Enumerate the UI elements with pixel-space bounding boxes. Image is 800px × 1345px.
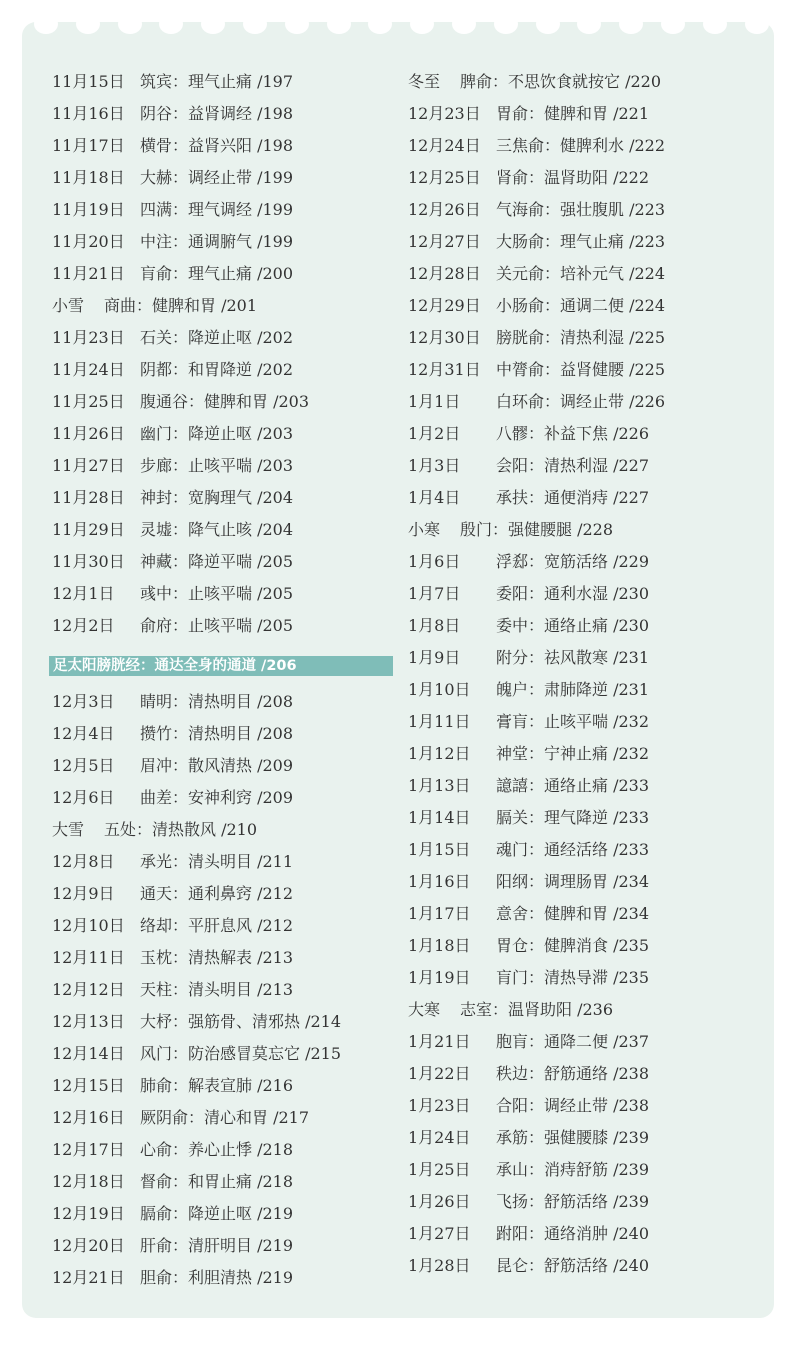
acupoint-entry: 神藏：降逆平喘 /205 xyxy=(140,552,294,571)
acupoint-entry: 昆仑：舒筋活络 /240 xyxy=(496,1256,650,1275)
date-label: 12月12日 xyxy=(52,980,125,999)
acupoint-entry: 关元俞：培补元气 /224 xyxy=(496,264,666,283)
acupoint-entry: 秩边：舒筋通络 /238 xyxy=(496,1064,650,1083)
acupoint-entry: 胃俞：健脾和胃 /221 xyxy=(496,104,650,123)
solar-term-label: 小寒 xyxy=(408,520,441,539)
solar-term-row xyxy=(408,514,758,546)
acupoint-entry: 大赫：调经止带 /199 xyxy=(140,168,294,187)
date-label: 12月18日 xyxy=(52,1172,125,1191)
acupoint-entry: 阴谷：益肾调经 /198 xyxy=(140,104,294,123)
calendar-row xyxy=(408,546,758,578)
calendar-row xyxy=(408,898,758,930)
solar-term-label: 大雪 xyxy=(52,820,85,839)
date-label: 11月16日 xyxy=(52,104,125,123)
acupoint-entry: 胆俞：利胆清热 /219 xyxy=(140,1268,294,1287)
date-label: 12月29日 xyxy=(408,296,481,315)
binding-hole xyxy=(76,14,100,34)
acupoint-entry: 神封：宽胸理气 /204 xyxy=(140,488,294,507)
calendar-row xyxy=(408,354,758,386)
calendar-row xyxy=(52,1006,392,1038)
acupoint-entry: 眉冲：散风清热 /209 xyxy=(140,756,294,775)
acupoint-entry: 飞扬：舒筋活络 /239 xyxy=(496,1192,650,1211)
calendar-row xyxy=(408,706,758,738)
date-label: 1月13日 xyxy=(408,776,471,795)
acupoint-entry: 曲差：安神利窍 /209 xyxy=(140,788,294,807)
solar-term-label: 冬至 xyxy=(408,72,441,91)
notebook-binding-holes xyxy=(22,14,774,34)
date-label: 1月8日 xyxy=(408,616,461,635)
calendar-row xyxy=(52,1102,392,1134)
date-label: 1月6日 xyxy=(408,552,461,571)
acupoint-entry: 筑宾：理气止痛 /197 xyxy=(140,72,294,91)
solar-term-row xyxy=(408,994,758,1026)
date-label: 1月4日 xyxy=(408,488,461,507)
binding-hole xyxy=(34,14,58,34)
date-label: 1月22日 xyxy=(408,1064,471,1083)
calendar-row xyxy=(408,194,758,226)
calendar-row xyxy=(408,226,758,258)
calendar-row xyxy=(52,226,392,258)
date-label: 1月14日 xyxy=(408,808,471,827)
date-label: 1月27日 xyxy=(408,1224,471,1243)
date-label: 12月25日 xyxy=(408,168,481,187)
date-label: 1月10日 xyxy=(408,680,471,699)
solar-term-row xyxy=(52,290,392,322)
calendar-row xyxy=(52,610,392,642)
calendar-row xyxy=(408,322,758,354)
calendar-row xyxy=(408,1026,758,1058)
date-label: 1月19日 xyxy=(408,968,471,987)
calendar-row xyxy=(52,322,392,354)
calendar-row xyxy=(408,962,758,994)
calendar-row xyxy=(408,258,758,290)
acupoint-entry: 小肠俞：通调二便 /224 xyxy=(496,296,666,315)
binding-hole xyxy=(410,14,434,34)
acupoint-entry: 浮郄：宽筋活络 /229 xyxy=(496,552,650,571)
date-label: 11月26日 xyxy=(52,424,125,443)
calendar-row xyxy=(408,1218,758,1250)
calendar-row xyxy=(52,98,392,130)
date-label: 1月23日 xyxy=(408,1096,471,1115)
acupoint-entry: 神堂：宁神止痛 /232 xyxy=(496,744,650,763)
acupoint-entry: 络却：平肝息风 /212 xyxy=(140,916,294,935)
calendar-row xyxy=(408,450,758,482)
calendar-row xyxy=(52,910,392,942)
date-label: 12月19日 xyxy=(52,1204,125,1223)
date-label: 1月7日 xyxy=(408,584,461,603)
acupoint-entry: 膈关：理气降逆 /233 xyxy=(496,808,650,827)
calendar-row xyxy=(52,1166,392,1198)
calendar-row xyxy=(408,930,758,962)
date-label: 11月25日 xyxy=(52,392,125,411)
calendar-row xyxy=(408,610,758,642)
acupoint-entry: 肺俞：解表宣肺 /216 xyxy=(140,1076,294,1095)
acupoint-entry: 肓俞：理气止痛 /200 xyxy=(140,264,294,283)
acupoint-entry: 大肠俞：理气止痛 /223 xyxy=(496,232,666,251)
date-label: 11月20日 xyxy=(52,232,125,251)
calendar-row xyxy=(52,1198,392,1230)
acupoint-entry: 中注：通调腑气 /199 xyxy=(140,232,294,251)
acupoint-entry: 肓门：清热导滞 /235 xyxy=(496,968,650,987)
calendar-row xyxy=(52,162,392,194)
acupoint-entry: 膀胱俞：清热利湿 /225 xyxy=(496,328,666,347)
date-label: 1月15日 xyxy=(408,840,471,859)
binding-hole xyxy=(159,14,183,34)
calendar-row xyxy=(52,354,392,386)
acupoint-entry: 胞肓：通降二便 /237 xyxy=(496,1032,650,1051)
acupoint-entry: 彧中：止咳平喘 /205 xyxy=(140,584,294,603)
calendar-row xyxy=(408,866,758,898)
calendar-row xyxy=(408,578,758,610)
date-label: 1月25日 xyxy=(408,1160,471,1179)
acupoint-entry: 委阳：通利水湿 /230 xyxy=(496,584,650,603)
calendar-row xyxy=(52,482,392,514)
date-label: 1月3日 xyxy=(408,456,461,475)
calendar-row xyxy=(52,546,392,578)
binding-hole xyxy=(118,14,142,34)
acupoint-entry: 腹通谷：健脾和胃 /203 xyxy=(140,392,310,411)
date-label: 12月16日 xyxy=(52,1108,125,1127)
calendar-row xyxy=(52,686,392,718)
binding-hole xyxy=(619,14,643,34)
acupoint-entry: 会阳：清热利湿 /227 xyxy=(496,456,650,475)
acupoint-entry: 五处：清热散风 /210 xyxy=(104,820,258,839)
calendar-row xyxy=(52,1038,392,1070)
date-label: 12月8日 xyxy=(52,852,115,871)
calendar-row xyxy=(52,1230,392,1262)
calendar-row xyxy=(52,578,392,610)
acupoint-entry: 膈俞：降逆止呕 /219 xyxy=(140,1204,294,1223)
acupoint-entry: 譩譆：通络止痛 /233 xyxy=(496,776,650,795)
date-label: 1月11日 xyxy=(408,712,471,731)
date-label: 11月29日 xyxy=(52,520,125,539)
date-label: 12月9日 xyxy=(52,884,115,903)
date-label: 12月24日 xyxy=(408,136,481,155)
date-label: 11月24日 xyxy=(52,360,125,379)
binding-hole xyxy=(745,14,769,34)
calendar-row xyxy=(408,738,758,770)
calendar-row xyxy=(52,450,392,482)
calendar-row xyxy=(408,642,758,674)
calendar-row xyxy=(52,130,392,162)
date-label: 12月5日 xyxy=(52,756,115,775)
acupoint-entry: 风门：防治感冒莫忘它 /215 xyxy=(140,1044,342,1063)
acupoint-entry: 督俞：和胃止痛 /218 xyxy=(140,1172,294,1191)
calendar-row xyxy=(408,674,758,706)
date-label: 12月20日 xyxy=(52,1236,125,1255)
date-label: 12月23日 xyxy=(408,104,481,123)
calendar-row xyxy=(52,194,392,226)
acupoint-entry: 俞府：止咳平喘 /205 xyxy=(140,616,294,635)
acupoint-entry: 承山：消痔舒筋 /239 xyxy=(496,1160,650,1179)
acupoint-entry: 四满：理气调经 /199 xyxy=(140,200,294,219)
calendar-row xyxy=(52,878,392,910)
acupoint-entry: 胃仓：健脾消食 /235 xyxy=(496,936,650,955)
date-label: 11月27日 xyxy=(52,456,125,475)
solar-term-row xyxy=(52,814,392,846)
calendar-row xyxy=(408,1186,758,1218)
acupoint-entry: 魂门：通经活络 /233 xyxy=(496,840,650,859)
date-label: 12月15日 xyxy=(52,1076,125,1095)
acupoint-entry: 商曲：健脾和胃 /201 xyxy=(104,296,258,315)
date-label: 12月27日 xyxy=(408,232,481,251)
acupoint-entry: 玉枕：清热解表 /213 xyxy=(140,948,294,967)
calendar-row xyxy=(52,974,392,1006)
solar-term-label: 大寒 xyxy=(408,1000,441,1019)
solar-term-row xyxy=(408,66,758,98)
date-label: 1月16日 xyxy=(408,872,471,891)
date-label: 11月17日 xyxy=(52,136,125,155)
calendar-row xyxy=(408,162,758,194)
calendar-row xyxy=(52,258,392,290)
acupoint-entry: 阳纲：调理肠胃 /234 xyxy=(496,872,650,891)
acupoint-entry: 白环俞：调经止带 /226 xyxy=(496,392,666,411)
binding-hole xyxy=(368,14,392,34)
date-label: 12月11日 xyxy=(52,948,125,967)
calendar-row xyxy=(408,1058,758,1090)
date-label: 12月31日 xyxy=(408,360,481,379)
acupoint-entry: 肝俞：清肝明目 /219 xyxy=(140,1236,294,1255)
acupoint-entry: 八髎：补益下焦 /226 xyxy=(496,424,650,443)
calendar-row xyxy=(52,718,392,750)
calendar-row xyxy=(408,1154,758,1186)
acupoint-entry: 中膂俞：益肾健腰 /225 xyxy=(496,360,666,379)
left-bottom-list xyxy=(52,686,392,1294)
date-label: 1月12日 xyxy=(408,744,471,763)
calendar-row xyxy=(408,1090,758,1122)
acupoint-entry: 跗阳：通络消肿 /240 xyxy=(496,1224,650,1243)
left-column xyxy=(52,66,392,1294)
calendar-row xyxy=(52,846,392,878)
calendar-row xyxy=(408,834,758,866)
acupoint-entry: 肾俞：温肾助阳 /222 xyxy=(496,168,650,187)
calendar-row xyxy=(408,802,758,834)
date-label: 1月18日 xyxy=(408,936,471,955)
calendar-row xyxy=(52,66,392,98)
acupoint-entry: 通天：通利鼻窍 /212 xyxy=(140,884,294,903)
date-label: 1月17日 xyxy=(408,904,471,923)
calendar-row xyxy=(408,290,758,322)
calendar-row xyxy=(408,98,758,130)
date-label: 1月28日 xyxy=(408,1256,471,1275)
calendar-row xyxy=(52,1070,392,1102)
acupoint-entry: 天柱：清头明目 /213 xyxy=(140,980,294,999)
date-label: 1月26日 xyxy=(408,1192,471,1211)
calendar-row xyxy=(52,1262,392,1294)
acupoint-entry: 厥阴俞：清心和胃 /217 xyxy=(140,1108,310,1127)
acupoint-entry: 膏肓：止咳平喘 /232 xyxy=(496,712,650,731)
right-list xyxy=(408,66,758,1282)
calendar-row xyxy=(408,1250,758,1282)
date-label: 1月21日 xyxy=(408,1032,471,1051)
acupoint-entry: 石关：降逆止呕 /202 xyxy=(140,328,294,347)
acupoint-entry: 魄户：肃肺降逆 /231 xyxy=(496,680,650,699)
date-label: 12月13日 xyxy=(52,1012,125,1031)
acupoint-entry: 大杼：强筋骨、清邪热 /214 xyxy=(140,1012,342,1031)
date-label: 11月15日 xyxy=(52,72,125,91)
calendar-row xyxy=(52,386,392,418)
section-heading: 足太阳膀胱经：通达全身的通道 /206 xyxy=(49,656,393,676)
date-label: 12月17日 xyxy=(52,1140,125,1159)
calendar-row xyxy=(52,418,392,450)
binding-hole xyxy=(201,14,225,34)
calendar-row xyxy=(52,1134,392,1166)
acupoint-entry: 幽门：降逆止呕 /203 xyxy=(140,424,294,443)
acupoint-entry: 阴都：和胃降逆 /202 xyxy=(140,360,294,379)
date-label: 12月3日 xyxy=(52,692,115,711)
acupoint-entry: 脾俞：不思饮食就按它 /220 xyxy=(460,72,662,91)
date-label: 12月4日 xyxy=(52,724,115,743)
date-label: 1月2日 xyxy=(408,424,461,443)
calendar-row xyxy=(52,514,392,546)
date-label: 12月14日 xyxy=(52,1044,125,1063)
date-label: 11月28日 xyxy=(52,488,125,507)
binding-hole xyxy=(243,14,267,34)
calendar-row xyxy=(408,418,758,450)
date-label: 11月18日 xyxy=(52,168,125,187)
binding-hole xyxy=(327,14,351,34)
solar-term-label: 小雪 xyxy=(52,296,85,315)
date-label: 12月1日 xyxy=(52,584,115,603)
date-label: 1月9日 xyxy=(408,648,461,667)
binding-hole xyxy=(536,14,560,34)
acupoint-entry: 步廊：止咳平喘 /203 xyxy=(140,456,294,475)
acupoint-entry: 心俞：养心止悸 /218 xyxy=(140,1140,294,1159)
binding-hole xyxy=(285,14,309,34)
calendar-row xyxy=(52,782,392,814)
acupoint-entry: 意舍：健脾和胃 /234 xyxy=(496,904,650,923)
date-label: 12月21日 xyxy=(52,1268,125,1287)
right-column xyxy=(408,66,758,1282)
binding-hole xyxy=(452,14,476,34)
calendar-row xyxy=(408,386,758,418)
date-label: 12月26日 xyxy=(408,200,481,219)
date-label: 11月23日 xyxy=(52,328,125,347)
acupoint-entry: 三焦俞：健脾利水 /222 xyxy=(496,136,666,155)
acupoint-entry: 殷门：强健腰腿 /228 xyxy=(460,520,614,539)
calendar-row xyxy=(408,1122,758,1154)
calendar-row xyxy=(408,482,758,514)
acupoint-entry: 气海俞：强壮腹肌 /223 xyxy=(496,200,666,219)
acupoint-entry: 承筋：强健腰膝 /239 xyxy=(496,1128,650,1147)
binding-hole xyxy=(661,14,685,34)
calendar-row xyxy=(52,750,392,782)
date-label: 12月28日 xyxy=(408,264,481,283)
date-label: 1月24日 xyxy=(408,1128,471,1147)
date-label: 12月2日 xyxy=(52,616,115,635)
date-label: 11月21日 xyxy=(52,264,125,283)
acupoint-entry: 志室：温肾助阳 /236 xyxy=(460,1000,614,1019)
calendar-row xyxy=(408,130,758,162)
date-label: 12月6日 xyxy=(52,788,115,807)
acupoint-entry: 附分：祛风散寒 /231 xyxy=(496,648,650,667)
calendar-row xyxy=(408,770,758,802)
date-label: 12月10日 xyxy=(52,916,125,935)
binding-hole xyxy=(577,14,601,34)
acupoint-entry: 合阳：调经止带 /238 xyxy=(496,1096,650,1115)
binding-hole xyxy=(494,14,518,34)
date-label: 1月1日 xyxy=(408,392,461,411)
left-top-list xyxy=(52,66,392,642)
acupoint-entry: 睛明：清热明目 /208 xyxy=(140,692,294,711)
acupoint-entry: 灵墟：降气止咳 /204 xyxy=(140,520,294,539)
acupoint-entry: 委中：通络止痛 /230 xyxy=(496,616,650,635)
binding-hole xyxy=(703,14,727,34)
date-label: 11月19日 xyxy=(52,200,125,219)
acupoint-entry: 横骨：益肾兴阳 /198 xyxy=(140,136,294,155)
acupoint-entry: 攒竹：清热明目 /208 xyxy=(140,724,294,743)
date-label: 11月30日 xyxy=(52,552,125,571)
date-label: 12月30日 xyxy=(408,328,481,347)
acupoint-entry: 承扶：通便消痔 /227 xyxy=(496,488,650,507)
acupoint-entry: 承光：清头明目 /211 xyxy=(140,852,294,871)
calendar-row xyxy=(52,942,392,974)
